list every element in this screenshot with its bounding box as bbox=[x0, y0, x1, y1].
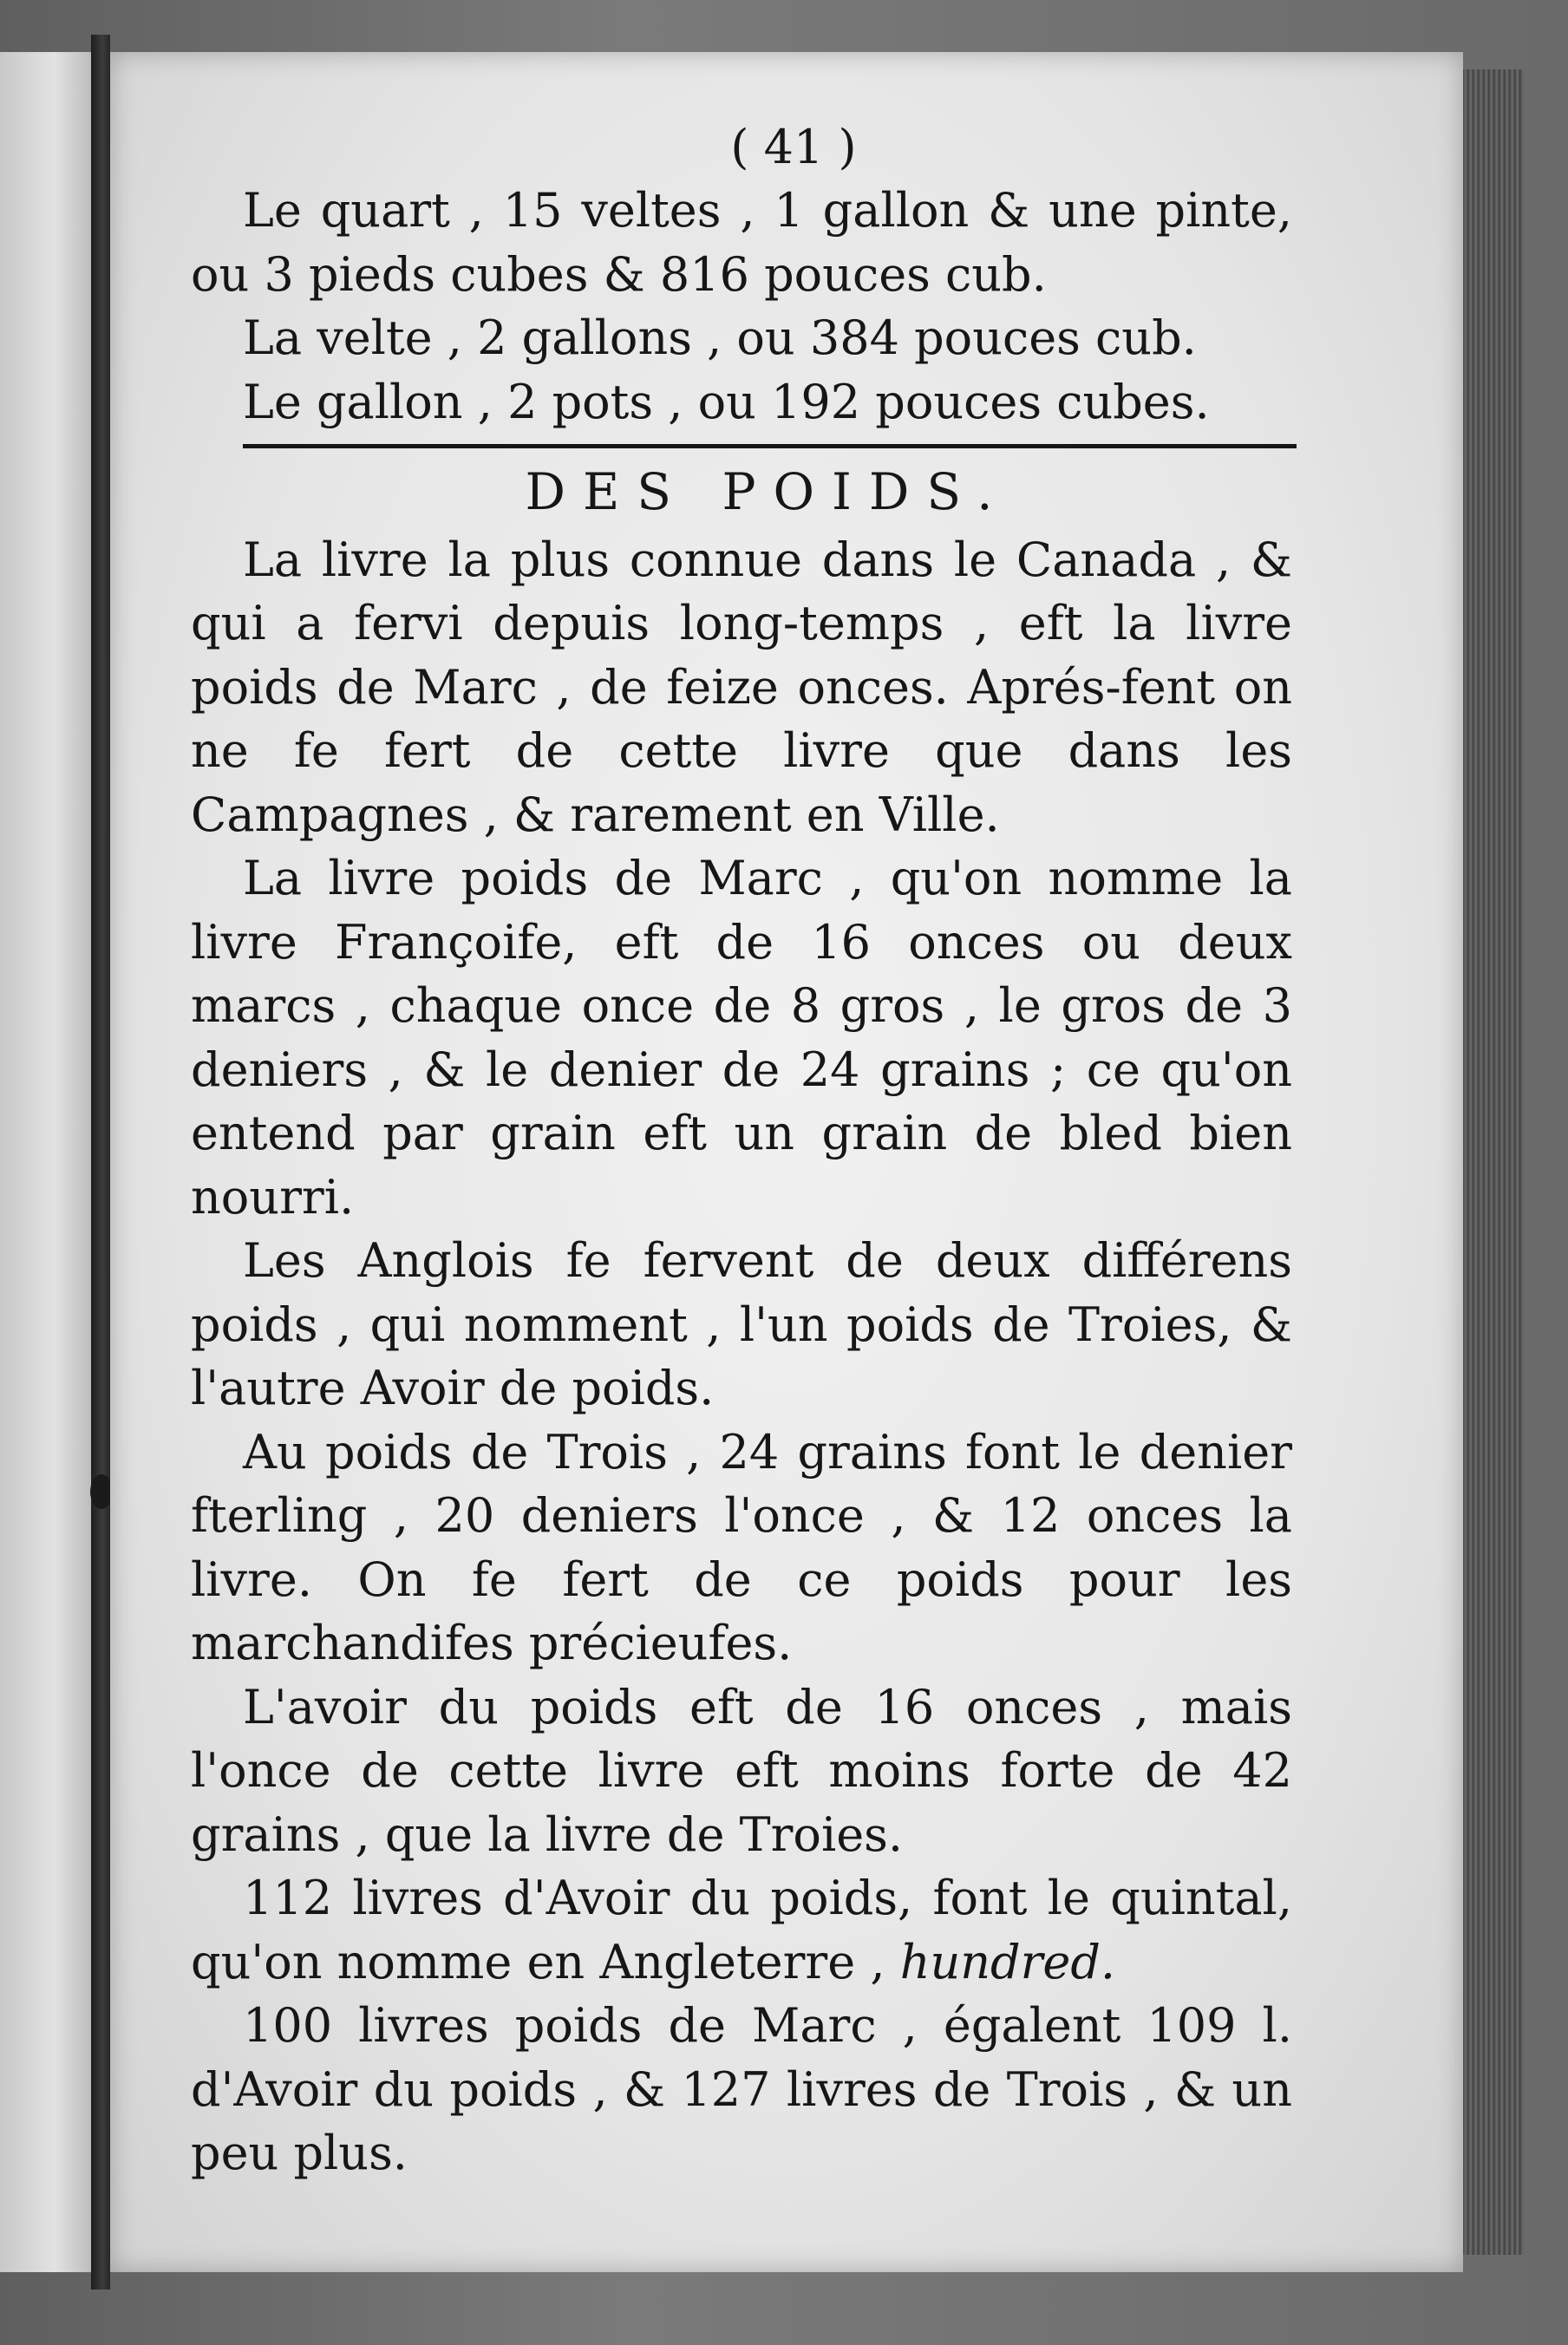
measure-line-quart: Le quart , 15 veltes , 1 gallon & une pinte, ou 3 pieds cubes & 816 pouces cub. bbox=[191, 183, 1292, 302]
page-stack-edge bbox=[1463, 69, 1524, 2255]
page-content bbox=[191, 121, 1292, 2185]
paragraph-quintal bbox=[191, 1866, 1292, 1994]
left-page-edge bbox=[0, 52, 95, 2272]
paragraph-avoir-du-poids: L'avoir du poids eft de 16 onces , mais l'once de cette livre eft moins forte de 42 grains , que la livre de Troies. bbox=[191, 1679, 1292, 1862]
quintal-hundred-italic: hundred. bbox=[899, 1934, 1116, 1989]
measure-line-velte: La velte , 2 gallons , ou 384 pouces cub. bbox=[243, 310, 1197, 365]
paragraph-livre-marc: La livre poids de Marc , qu'on nomme la livre Françoife, eft de 16 onces ou deux marcs , chaque once de 8 gros , le gros de 3 deniers , & le denier de 24 grains ; ce qu'on entend par grain eft un grain de bled bien nourri. bbox=[191, 851, 1292, 1225]
paragraph-livre-canada: La livre la plus connue dans le Canada , & qui a fervi depuis long-temps , eft la livre poids de Marc , de feize onces. Aprés-fent on ne fe fert de cette livre que dans les Campagnes , & rarement en Ville. bbox=[191, 532, 1292, 842]
paragraph-equivalence: 100 livres poids de Marc , égalent 109 l. d'Avoir du poids , & 127 livres de Trois , & un peu plus. bbox=[191, 1998, 1292, 2180]
page-number: ( 41 ) bbox=[730, 120, 857, 174]
section-divider bbox=[243, 444, 1297, 448]
quintal-text: 112 livres d'Avoir du poids, font le quintal, qu'on nomme en Angleterre , bbox=[191, 1871, 1292, 1989]
measure-line-gallon: Le gallon , 2 pots , ou 192 pouces cubes. bbox=[243, 374, 1210, 429]
paragraph-anglois: Les Anglois fe fervent de deux différens poids , qui nomment , l'un poids de Troies, & l'autre Avoir de poids. bbox=[191, 1233, 1292, 1415]
section-heading: DES POIDS. bbox=[525, 462, 1010, 521]
paragraph-poids-troies: Au poids de Trois , 24 grains font le denier fterling , 20 deniers l'once , & 12 onces la livre. On fe fert de ce poids pour les marchandifes précieufes. bbox=[191, 1424, 1292, 1670]
book-gutter bbox=[91, 35, 110, 2289]
